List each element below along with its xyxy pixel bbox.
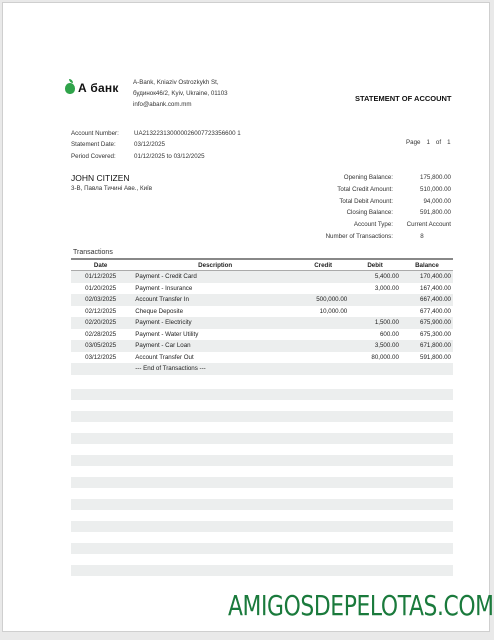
empty-row-stripe: [71, 389, 453, 400]
table-row: [71, 317, 453, 329]
column-header-debit: Debit: [349, 259, 401, 271]
column-header-credit: Credit: [297, 259, 349, 271]
cell-credit: [297, 317, 349, 329]
cell-date: 03/12/2025: [85, 353, 117, 361]
statement-date: 03/12/2025: [134, 141, 165, 149]
table-row: [71, 271, 453, 283]
summary-label: Number of Transactions:: [325, 232, 393, 240]
account-meta: [71, 128, 241, 162]
page-current: 1: [426, 139, 430, 146]
cell-credit: [297, 352, 349, 364]
cell-date: 02/12/2025: [85, 307, 117, 315]
summary-row: [303, 196, 451, 208]
cell-balance: 671,800.00: [401, 340, 453, 352]
cell-date: 02/20/2025: [71, 317, 130, 329]
table-row: [71, 329, 453, 341]
empty-row-stripe: [71, 565, 453, 576]
table-row: [71, 363, 453, 375]
cell-date: 01/20/2025: [85, 284, 117, 292]
cell-credit: [297, 271, 349, 283]
cell-description: Cheque Deposite: [135, 307, 184, 315]
cell-debit: 600.00: [379, 330, 399, 338]
bank-address: [133, 77, 228, 110]
transactions-heading: Transactions: [73, 249, 113, 256]
empty-row-stripe: [71, 433, 453, 444]
account-type: Current Account: [406, 221, 451, 229]
cell-debit: [349, 306, 401, 318]
cell-description: Account Transfer Out: [135, 353, 194, 361]
meta-label: Account Number:: [71, 130, 119, 137]
opening-balance: 175,800.00: [420, 174, 451, 181]
cell-debit: [349, 294, 401, 306]
meta-row-account-number: [71, 128, 241, 139]
page-total: 1: [447, 139, 451, 146]
table-row: [71, 352, 453, 364]
empty-row-stripe: [71, 477, 453, 488]
cell-description: Payment - Credit Card: [130, 271, 297, 283]
cell-debit: [349, 363, 401, 375]
summary-label: Closing Balance:: [346, 209, 393, 217]
cell-date: 01/12/2025: [71, 271, 130, 283]
summary-row: [303, 219, 451, 231]
cell-date: 02/03/2025: [71, 294, 130, 306]
cell-credit: [297, 340, 349, 352]
bank-logo: [65, 81, 119, 95]
empty-row-stripe: [71, 543, 453, 554]
summary-label: Total Credit Amount:: [337, 185, 393, 193]
page-indicator: [406, 139, 457, 146]
empty-row-stripe: [71, 455, 453, 466]
cell-description: --- End of Transactions ---: [130, 363, 297, 375]
cell-balance: 675,900.00: [401, 317, 453, 329]
cell-credit: [297, 283, 349, 295]
page-of: of: [435, 139, 442, 146]
meta-row-period: [71, 151, 241, 162]
transactions-table: [71, 258, 453, 375]
cell-description: Payment - Car Loan: [130, 340, 297, 352]
transaction-count: 8: [420, 232, 424, 240]
summary-label: Total Debit Amount:: [339, 197, 393, 205]
cell-description: Account Transfer In: [130, 294, 297, 306]
cell-date: 02/28/2025: [85, 330, 117, 338]
cell-credit: 500,000.00: [297, 294, 349, 306]
cell-debit: 1,500.00: [349, 317, 401, 329]
summary-row: [303, 207, 451, 219]
empty-row-stripe: [71, 499, 453, 510]
summary-row: [303, 184, 451, 196]
column-header-description: Description: [130, 259, 297, 271]
cell-credit: [297, 363, 349, 375]
account-number: UA213223130000026007723356600 1: [134, 130, 241, 137]
statement-page: [2, 2, 490, 632]
customer-address: 3-В, Павла Тичині Аве., Київ: [71, 185, 153, 192]
bank-address-line: A-Bank, Kniaziv Ostrozkykh St,: [133, 79, 219, 86]
cell-balance: 591,800.00: [420, 353, 451, 361]
cell-description: Payment - Electricity: [130, 317, 297, 329]
customer-name: JOHN CITIZEN: [71, 173, 130, 183]
bank-logo-text: А банк: [78, 81, 119, 95]
cell-date: 03/05/2025: [71, 340, 130, 352]
cell-date: [71, 363, 130, 375]
cell-balance: 667,400.00: [401, 294, 453, 306]
table-row: [71, 283, 453, 295]
page-label: Page: [406, 139, 421, 146]
table-row: [71, 294, 453, 306]
bank-email: info@abank.com.mm: [133, 101, 192, 108]
summary-label: Opening Balance:: [343, 174, 393, 181]
cell-balance: 167,400.00: [420, 284, 451, 292]
empty-table-stripes: [71, 389, 453, 587]
meta-label: Period Covered:: [71, 152, 116, 160]
cell-description: Payment - Insurance: [135, 284, 193, 292]
column-header-balance: Balance: [401, 259, 453, 271]
empty-row-stripe: [71, 521, 453, 532]
table-row: [71, 306, 453, 318]
meta-label: Statement Date:: [71, 141, 116, 149]
watermark-text: AMIGOSDEPELOTAS.COM: [228, 589, 494, 622]
apple-logo-icon: [65, 83, 75, 94]
transactions-table-wrap: [71, 258, 453, 375]
cell-debit: 80,000.00: [371, 353, 399, 361]
table-row: [71, 340, 453, 352]
closing-balance: 591,800.00: [420, 209, 451, 217]
cell-credit: 10,000.00: [319, 307, 348, 315]
cell-description: Payment - Water Utility: [135, 330, 199, 338]
column-header-date: Date: [71, 259, 130, 271]
cell-balance: [401, 363, 453, 375]
cell-balance: 677,400.00: [420, 307, 451, 315]
cell-debit: 3,000.00: [374, 284, 399, 292]
total-debit: 94,000.00: [423, 197, 451, 205]
cell-debit: 3,500.00: [349, 340, 401, 352]
document-title: STATEMENT OF ACCOUNT: [355, 94, 452, 103]
cell-debit: 5,400.00: [349, 271, 401, 283]
transactions-body: [71, 271, 453, 375]
total-credit: 510,000.00: [420, 185, 451, 193]
summary-label: Account Type:: [353, 221, 393, 229]
summary-row: [303, 231, 451, 243]
empty-row-stripe: [71, 411, 453, 422]
summary-row: [303, 172, 451, 184]
cell-credit: [297, 329, 349, 341]
bank-address-line: будинок46/2, Kyiv, Ukraine, 01103: [133, 90, 228, 97]
cell-balance: 675,300.00: [420, 330, 451, 338]
cell-balance: 170,400.00: [401, 271, 453, 283]
meta-row-statement-date: [71, 139, 241, 150]
table-header-row: [71, 259, 453, 271]
period-covered: 01/12/2025 to 03/12/2025: [134, 152, 205, 160]
account-summary: [303, 172, 451, 243]
